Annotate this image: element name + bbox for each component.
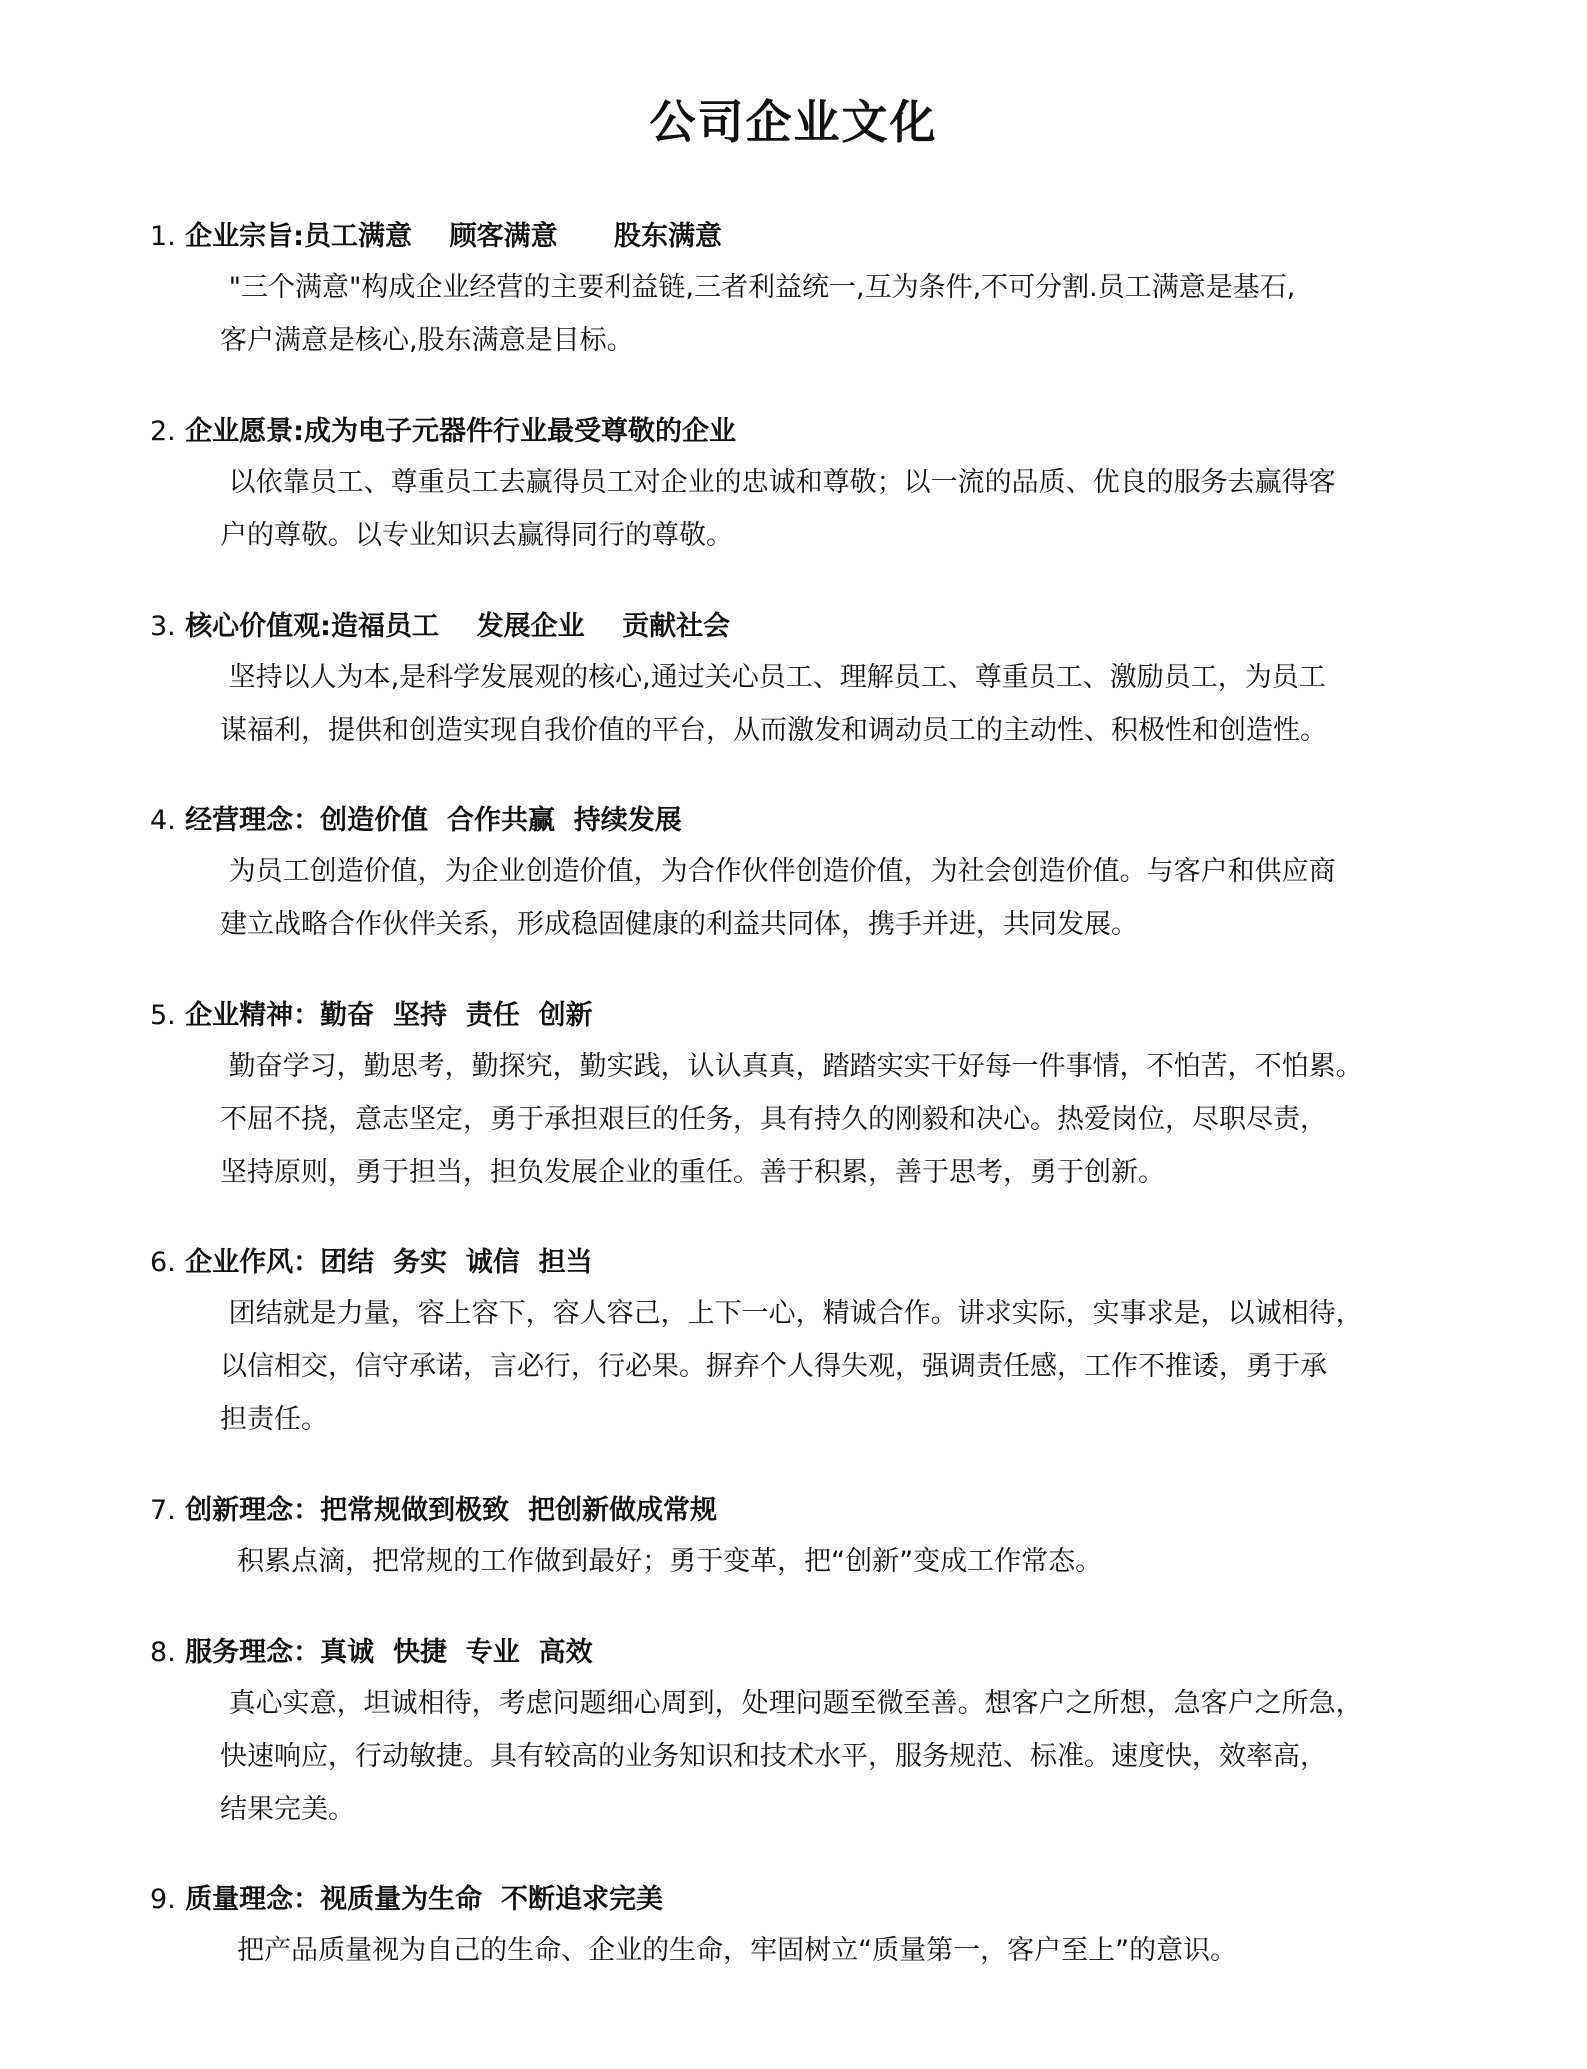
section-heading-text: 企业宗旨:员工满意 顾客满意 股东满意	[185, 221, 722, 252]
section-heading	[150, 412, 1450, 452]
section-heading	[150, 1880, 1450, 1920]
section-heading-text: 创新理念：把常规做到极致 把创新做成常规	[185, 1495, 717, 1526]
section-body	[220, 1535, 1445, 1588]
section-5	[150, 996, 1450, 1199]
paragraph-line: 客户满意是核心,股东满意是目标。	[220, 325, 634, 356]
section-number: 5.	[150, 1000, 176, 1031]
section-body	[220, 1677, 1445, 1836]
section-heading-text: 经营理念：创造价值 合作共赢 持续发展	[185, 805, 682, 836]
paragraph-line: 真心实意，坦诚相待，考虑问题细心周到，处理问题至微至善。想客户之所想，急客户之所急，	[220, 1688, 1363, 1719]
section-6	[150, 1243, 1450, 1446]
section-number: 6.	[150, 1247, 176, 1278]
section-body	[220, 651, 1445, 757]
paragraph-line: 担责任。	[220, 1404, 328, 1435]
paragraph-line: 为员工创造价值，为企业创造价值，为合作伙伴创造价值，为社会创造价值。与客户和供应商	[220, 856, 1336, 887]
paragraph-line: 谋福利，提供和创造实现自我价值的平台，从而激发和调动员工的主动性、积极性和创造性。	[220, 715, 1327, 746]
paragraph-line: "三个满意"构成企业经营的主要利益链,三者利益统一,互为条件,不可分割.员工满意是基石,	[220, 272, 1296, 303]
section-1	[150, 217, 1450, 367]
page-title: 公司企业文化	[649, 95, 938, 149]
section-7	[150, 1491, 1450, 1588]
section-heading	[150, 1243, 1450, 1283]
section-body	[220, 456, 1445, 562]
paragraph-line: 坚持原则，勇于担当，担负发展企业的重任。善于积累，善于思考，勇于创新。	[220, 1157, 1165, 1188]
section-body	[220, 845, 1445, 951]
section-number: 4.	[150, 805, 176, 836]
paragraph-line: 不屈不挠，意志坚定，勇于承担艰巨的任务，具有持久的刚毅和决心。热爱岗位，尽职尽责，	[220, 1104, 1327, 1135]
paragraph-line: 结果完美。	[220, 1794, 355, 1825]
paragraph-line: 以信相交，信守承诺，言必行，行必果。摒弃个人得失观，强调责任感，工作不推诿，勇于承	[220, 1351, 1327, 1382]
section-body	[220, 1287, 1445, 1446]
section-number: 8.	[150, 1637, 176, 1668]
section-number: 2.	[150, 416, 176, 447]
section-heading-text: 质量理念：视质量为生命 不断追求完美	[185, 1884, 663, 1915]
section-heading-text: 企业精神：勤奋 坚持 责任 创新	[185, 1000, 593, 1031]
paragraph-line: 户的尊敬。以专业知识去赢得同行的尊敬。	[220, 520, 733, 551]
section-number: 9.	[150, 1884, 176, 1915]
section-heading-text: 企业作风：团结 务实 诚信 担当	[185, 1247, 593, 1278]
section-body	[220, 1924, 1445, 1977]
paragraph-line: 团结就是力量，容上容下，容人容己，上下一心，精诚合作。讲求实际，实事求是，以诚相待，	[220, 1298, 1363, 1329]
section-heading	[150, 217, 1450, 257]
section-heading-text: 服务理念：真诚 快捷 专业 高效	[185, 1637, 593, 1668]
section-heading	[150, 1491, 1450, 1531]
paragraph-line: 积累点滴，把常规的工作做到最好；勇于变革，把“创新”变成工作常态。	[220, 1546, 1103, 1577]
section-9	[150, 1880, 1450, 1977]
section-body	[220, 1040, 1445, 1199]
paragraph-line: 以依靠员工、尊重员工去赢得员工对企业的忠诚和尊敬；以一流的品质、优良的服务去赢得客	[220, 467, 1336, 498]
section-number: 3.	[150, 611, 176, 642]
section-3	[150, 607, 1450, 757]
paragraph-line: 坚持以人为本,是科学发展观的核心,通过关心员工、理解员工、尊重员工、激励员工，为员工	[220, 662, 1326, 693]
section-heading	[150, 996, 1450, 1036]
section-body	[220, 261, 1445, 367]
section-8	[150, 1633, 1450, 1836]
section-2	[150, 412, 1450, 562]
section-heading-text: 核心价值观:造福员工 发展企业 贡献社会	[185, 611, 731, 642]
paragraph-line: 把产品质量视为自己的生命、企业的生命，牢固树立“质量第一，客户至上”的意识。	[220, 1935, 1238, 1966]
section-number: 7.	[150, 1495, 176, 1526]
paragraph-line: 快速响应，行动敏捷。具有较高的业务知识和技术水平，服务规范、标准。速度快，效率高，	[220, 1741, 1327, 1772]
section-number: 1.	[150, 221, 176, 252]
section-heading	[150, 1633, 1450, 1673]
section-heading	[150, 607, 1450, 647]
section-heading-text: 企业愿景:成为电子元器件行业最受尊敬的企业	[185, 416, 736, 447]
section-heading	[150, 801, 1450, 841]
paragraph-line: 建立战略合作伙伴关系，形成稳固健康的利益共同体，携手并进，共同发展。	[220, 909, 1138, 940]
paragraph-line: 勤奋学习，勤思考，勤探究，勤实践，认认真真，踏踏实实干好每一件事情，不怕苦，不怕累。	[220, 1051, 1363, 1082]
section-4	[150, 801, 1450, 951]
